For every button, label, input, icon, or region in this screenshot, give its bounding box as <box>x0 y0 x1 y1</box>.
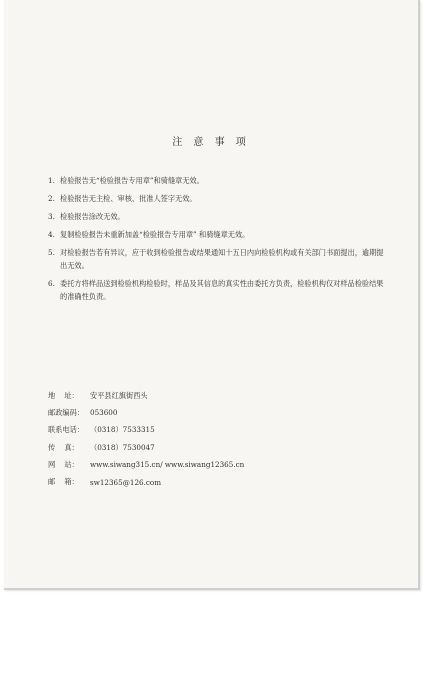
notice-text: 对检验报告若有异议，应于收到检验报告或结果通知十五日内向检验机构或有关部门书面提出，逾期提出无效。 <box>60 248 384 270</box>
notice-text: 检验报告无“检验报告专用章”和骑缝章无效。 <box>60 176 204 185</box>
notice-number: 3. <box>48 212 55 221</box>
contact-row-website <box>48 456 244 473</box>
contact-row-phone <box>48 422 244 439</box>
notice-number: 6. <box>48 279 55 288</box>
notice-list <box>48 174 388 308</box>
notice-number: 5. <box>48 248 55 257</box>
notice-item <box>48 192 388 205</box>
contact-row-fax <box>48 439 244 456</box>
website-label: 网 站： <box>48 459 79 469</box>
notice-item <box>48 174 388 187</box>
phone-label: 联系电话： <box>48 425 84 435</box>
email-label: 邮 箱： <box>48 477 79 487</box>
fax-value: （0318）7530047 <box>90 442 155 452</box>
page-title: 注 意 事 项 <box>172 137 250 148</box>
notice-item <box>48 246 388 272</box>
document-page <box>4 0 420 590</box>
address-value: 安平县红旗街西头 <box>90 390 148 400</box>
notice-number: 4. <box>48 230 55 239</box>
fax-label: 传 真： <box>48 442 79 452</box>
phone-value: （0318）7533315 <box>90 425 155 435</box>
notice-number: 1. <box>48 176 55 185</box>
postcode-value: 053600 <box>90 408 118 418</box>
notice-number: 2. <box>48 194 55 203</box>
contact-info <box>48 387 244 491</box>
postcode-label: 邮政编码： <box>48 407 84 417</box>
contact-row-postcode <box>48 404 244 421</box>
notice-item <box>48 228 388 241</box>
contact-row-address <box>48 387 244 404</box>
website-value: www.siwang315.cn/ www.siwang12365.cn <box>90 460 245 470</box>
notice-text: 检验报告涂改无效。 <box>60 212 125 221</box>
notice-text: 检验报告无主检、审核、批准人签字无效。 <box>60 194 197 203</box>
address-label: 地 址： <box>48 390 79 400</box>
notice-text: 复制检验报告未重新加盖“检验报告专用章” 和骑缝章无效。 <box>60 230 250 239</box>
email-value: sw12365@126.com <box>90 477 162 487</box>
notice-item <box>48 210 388 223</box>
contact-row-email <box>48 473 244 490</box>
notice-item <box>48 277 388 303</box>
notice-text: 委托方将样品送到检验机构检验时，样品及其信息的真实性由委托方负责，检验机构仅对样品检验结果的准确性负责。 <box>60 279 384 301</box>
